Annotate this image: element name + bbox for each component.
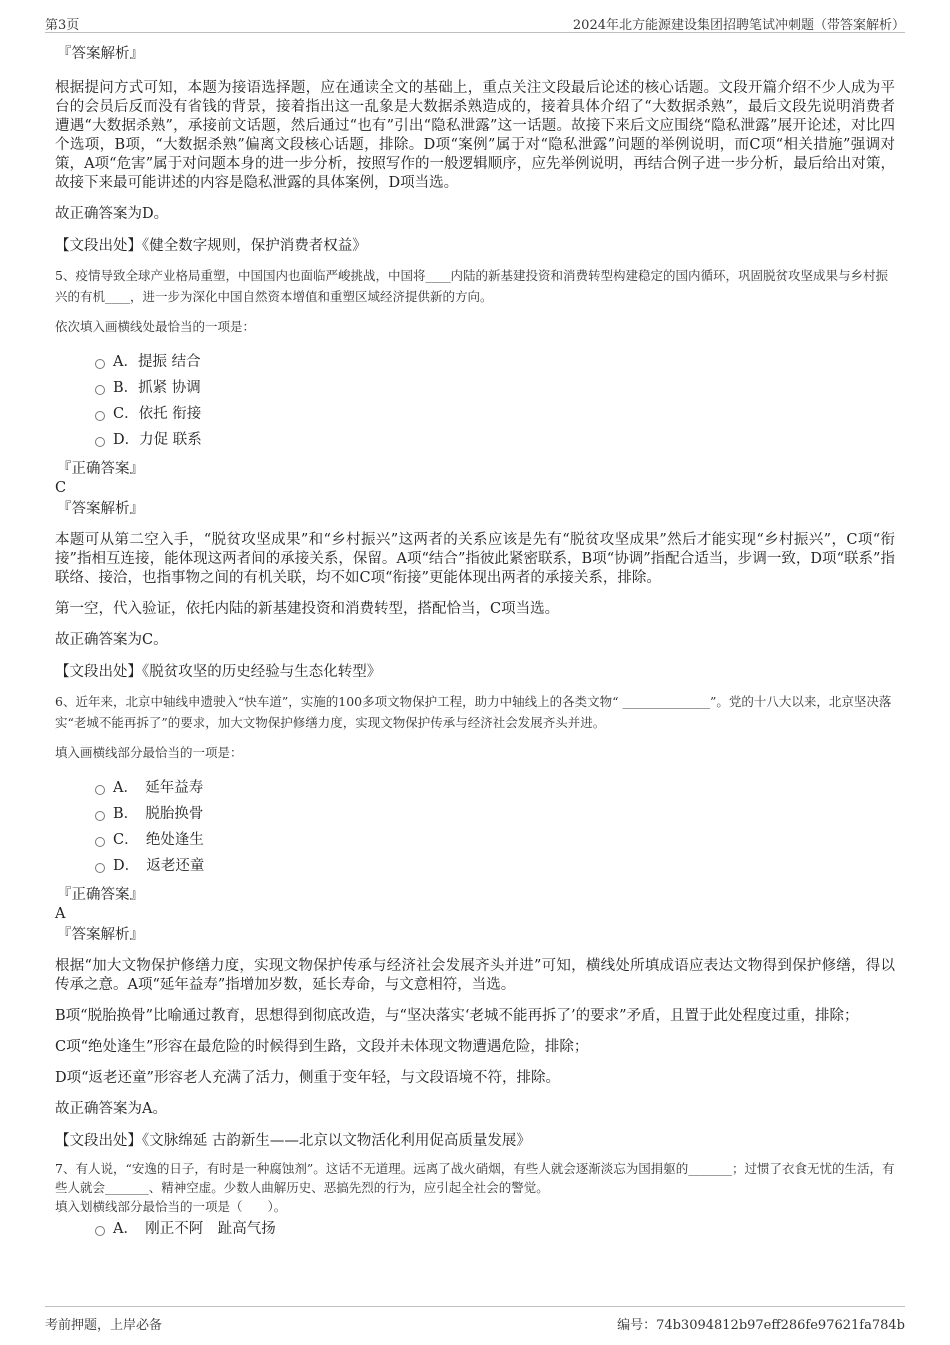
- radio-icon[interactable]: [95, 437, 105, 447]
- q5-option-c[interactable]: C．依托 衔接: [95, 401, 895, 427]
- radio-icon[interactable]: [95, 785, 105, 795]
- page-header: [45, 10, 905, 33]
- radio-icon[interactable]: [95, 863, 105, 873]
- q5-answer: C: [55, 480, 67, 496]
- q5-conclusion: 故正确答案为C。: [55, 632, 168, 648]
- q6-option-b[interactable]: B． 脱胎换骨: [95, 801, 895, 827]
- q5-analysis-text-2: 第一空，代入验证，依托内陆的新基建投资和消费转型，搭配恰当，C项当选。: [55, 601, 560, 617]
- q7-instruction: 填入划横线部分最恰当的一项是（ ）。: [55, 1199, 287, 1214]
- radio-icon[interactable]: [95, 837, 105, 847]
- q5-source: 【文段出处】《脱贫攻坚的历史经验与生态化转型》: [55, 664, 382, 680]
- q6-conclusion: 故正确答案为A。: [55, 1101, 167, 1117]
- q6-answer-label: 『正确答案』: [57, 887, 144, 903]
- radio-icon[interactable]: [95, 811, 105, 821]
- q5-answer-label: 『正确答案』: [57, 461, 144, 477]
- q4-source: 【文段出处】《健全数字规则，保护消费者权益》: [55, 238, 367, 254]
- q6-analysis-text-1: 根据“加大文物保护修缮力度，实现文物保护传承与经济社会发展齐头并进”可知，横线处所填成语应表达文物得到保护修缮，得以传承之意。A项“延年益寿”指增加岁数，延长寿命，与文意相符，当选。: [55, 958, 895, 993]
- q5-stem: 5、疫情导致全球产业格局重塑，中国国内也面临严峻挑战，中国将____内陆的新基建投资和消费转型构建稳定的国内循环，巩固脱贫攻坚成果与乡村振兴的有机____，进一步为深化中国自然资本增值和重塑区域经济提供新的方向。: [55, 268, 888, 304]
- q5-instruction: 依次填入画横线处最恰当的一项是：: [55, 319, 256, 334]
- q6-analysis-text-2: B项“脱胎换骨”比喻通过教育，思想得到彻底改造，与“坚决落实‘老城不能再拆了’的要求”矛盾，且置于此处程度过重，排除；: [55, 1008, 859, 1024]
- q6-option-c[interactable]: C． 绝处逢生: [95, 827, 895, 853]
- radio-icon[interactable]: [95, 411, 105, 421]
- footer-serial: 编号：74b3094812b97eff286fe97621fa784b: [617, 1318, 905, 1333]
- q5-option-d[interactable]: D．力促 联系: [95, 427, 895, 453]
- q4-conclusion: 故正确答案为D。: [55, 206, 169, 222]
- page-footer: [45, 1306, 905, 1335]
- q6-analysis-text-4: D项“返老还童”形容老人充满了活力，侧重于变年轻，与文段语境不符，排除。: [55, 1070, 560, 1086]
- q6-analysis-text-3: C项“绝处逢生”形容在最危险的时候得到生路，文段并未体现文物遭遇危险，排除；: [55, 1039, 589, 1055]
- q6-analysis-label: 『答案解析』: [57, 927, 144, 943]
- radio-icon[interactable]: [95, 1226, 105, 1236]
- q7-options: [95, 1216, 895, 1242]
- q6-option-d[interactable]: D． 返老还童: [95, 853, 895, 879]
- q5-option-a[interactable]: A．提振 结合: [95, 349, 895, 375]
- q7-option-a[interactable]: A． 刚正不阿 趾高气扬: [95, 1216, 895, 1242]
- q6-option-a[interactable]: A． 延年益寿: [95, 775, 895, 801]
- page-number: 第3页: [45, 18, 80, 33]
- q5-analysis-text-1: 本题可从第二空入手，“脱贫攻坚成果”和“乡村振兴”这两者的关系应该是先有“脱贫攻坚成果”然后才能实现“乡村振兴”，C项“衔接”指相互连接，能体现这两者间的承接关系，保留。A项“结合”指彼此紧密联系，B项“协调”指配合适当，步调一致，D项“联系”指联络、接洽，也指事物之间的有机关联，均不如C项“衔接”更能体现出两者的承接关系，排除。: [55, 532, 895, 586]
- radio-icon[interactable]: [95, 359, 105, 369]
- q5-analysis-label: 『答案解析』: [57, 501, 144, 517]
- q6-answer: A: [55, 906, 66, 922]
- q5-options: [95, 349, 895, 453]
- footer-slogan: 考前押题，上岸必备: [45, 1318, 163, 1333]
- q6-options: [95, 775, 895, 879]
- q6-stem: 6、近年来，北京中轴线申遗驶入“快车道”，实施的100多项文物保护工程，助力中轴线上的各类文物“ ______________”。党的十八大以来，北京坚决落实“老城不能再拆了”的要求，加大文物保护修缮力度，实现文物保护传承与经济社会发展齐头并进。: [55, 694, 892, 730]
- q4-analysis-text: 根据提问方式可知，本题为接语选择题，应在通读全文的基础上，重点关注文段最后论述的核心话题。文段开篇介绍不少人成为平台的会员后反而没有省钱的背景，接着指出这一乱象是大数据杀熟造成的，接着具体介绍了“大数据杀熟”，最后文段先说明消费者遭遇“大数据杀熟”，承接前文话题，然后通过“也有”引出“隐私泄露”这一话题。故接下来后文应围绕“隐私泄露”展开论述，对比四个选项，B项，“大数据杀熟”偏离文段核心话题，排除。D项“案例”属于对“隐私泄露”问题的举例说明，而C项“相关措施”强调对策，A项“危害”属于对问题本身的进一步分析，按照写作的一般逻辑顺序，应先举例说明，再结合例子进一步分析，最后给出对策，故接下来最可能讲述的内容是隐私泄露的具体案例，D项当选。: [55, 80, 895, 191]
- radio-icon[interactable]: [95, 385, 105, 395]
- q6-source: 【文段出处】《文脉绵延 古韵新生——北京以文物活化利用促高质量发展》: [55, 1133, 531, 1149]
- q6-instruction: 填入画横线部分最恰当的一项是：: [55, 745, 243, 760]
- document-title: 2024年北方能源建设集团招聘笔试冲刺题（带答案解析）: [572, 18, 905, 33]
- q5-option-b[interactable]: B．抓紧 协调: [95, 375, 895, 401]
- q4-analysis-label: 『答案解析』: [57, 46, 144, 62]
- document-content: [55, 44, 895, 1242]
- q7-stem: 7、有人说，“安逸的日子，有时是一种腐蚀剂”。这话不无道理。远离了战火硝烟，有些人就会逐渐淡忘为国捐躯的_______；过惯了衣食无忧的生活，有些人就会_______、精神空虚。少数人曲解历史、恶搞先烈的行为，应引起全社会的警觉。: [55, 1161, 895, 1195]
